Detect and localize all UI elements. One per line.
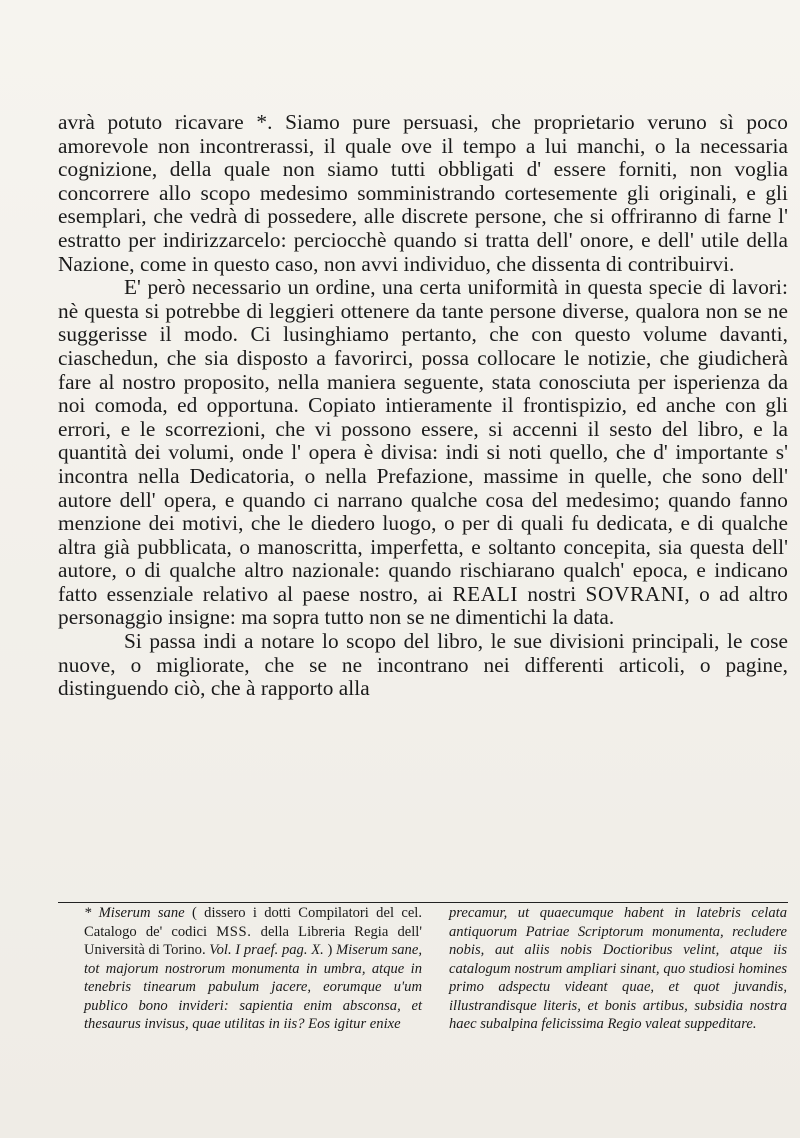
sovrani-word: SOVRANI <box>585 581 685 606</box>
paragraph-2-end: , o ad altro personaggio insigne: ma sopra tutto non se ne dimentichi la data. <box>58 581 788 630</box>
main-text <box>58 111 788 701</box>
footnote-right-column: precamur, ut quaecumque habent in latebris celata antiquorum Patriae Scriptorum monumenta, recludere nobis, aut aliis nobis Doctioribus velint, atque iis catalogum nostrum ampliari sinant, quo studiosi homines primo adspectu videant quae, et quot juvandis, illustrandisque literis, et bonis artibus, subsidia nostra haec subalpina felicissima Regio valeat suppeditare. <box>449 905 787 1032</box>
footnote-divider <box>58 902 788 903</box>
paragraph-2-text: E' però necessario un ordine, una certa uniformità in questa specie di lavori: nè questa si potrebbe di leggieri ottenere da tante persone diverse, qualora non se ne suggerisse il modo. Ci lusinghiamo pertanto, che con questo volume davanti, ciaschedun, che sia disposto a favorirci, possa collocare le notizie, che giudicherà fare al nostro proposito, nella maniera seguente, stata conosciuta per isperienza da noi comoda, ed opportuna. Copiato intieramente il frontispizio, ed anche con gli errori, e le scorrezioni, che vi possono essere, si accenni il sesto del libro, e la quantità dei volumi, onde l' opera è divisa: indi si noti quello, che d' importante s' incontra nella Dedicatoria, o nella Prefazione, massime in quelle, che sono dell' autore dell' opera, e quando ci narrano qualche cosa del medesimo; quando fanno menzione dei motivi, che le diedero luogo, o per di quali fu dedicata, e di qualche altra già pubblicata, o manoscritta, imperfetta, e soltanto concepita, sia questa dell' autore, o di qualche altro nazionale: quando rischiarano qualch' epoca, e indicano fatto essenziale relativo al paese nostro, ai <box>58 275 788 606</box>
paragraph-3: Si passa indi a notare lo scopo del libro, le sue divisioni principali, le cose nuove, o migliorate, che se ne incontrano nei differenti articoli, o pagine, distinguendo ciò, che à rapporto alla <box>58 629 788 701</box>
footnote-left-column <box>84 904 422 1034</box>
paragraph-2-mid: nostri <box>527 581 577 606</box>
footnote-left-text-1: ( dissero i dotti Compilatori del cel. Catalogo de' codici <box>84 905 422 940</box>
footnote-left-text-2: della Libreria Regia dell' Università di Torino. <box>84 923 422 958</box>
footnote-marker: * Miserum sane <box>84 905 185 921</box>
paragraph-2 <box>58 276 788 630</box>
footnote-mss: MSS. <box>216 923 252 940</box>
reali-word: REALI <box>452 581 519 606</box>
footnote-left-latin: Miserum sane, tot majorum nostrorum monumenta in umbra, atque in tenebris tinearum pabulum jacere, eorumque u'um publico bono invideri: sapientia enim absconsa, et thesaurus invisus, quae utilitas in iis? Eos igitur enixe <box>84 942 422 1032</box>
footnote-left-paren: ) <box>327 942 333 958</box>
paragraph-1: avrà potuto ricavare *. Siamo pure persuasi, che proprietario veruno sì poco amorevole non incontrerassi, il quale ove il tempo a lui manchi, o la necessaria cognizione, della quale non siamo tutti obbligati d' essere forniti, non voglia concorrere allo scopo medesimo somministrando cortesemente gli originali, e gli esemplari, che vedrà di possedere, alle discrete persone, che si offriranno di farne l' estratto per indirizzarcelo: perciocchè quando si tratta dell' onore, e dell' utile della Nazione, come in questo caso, non avvi individuo, che dissenta di contribuirvi. <box>58 110 788 276</box>
footnote <box>84 904 787 1034</box>
footnote-reference: Vol. I praef. pag. X. <box>209 942 324 958</box>
